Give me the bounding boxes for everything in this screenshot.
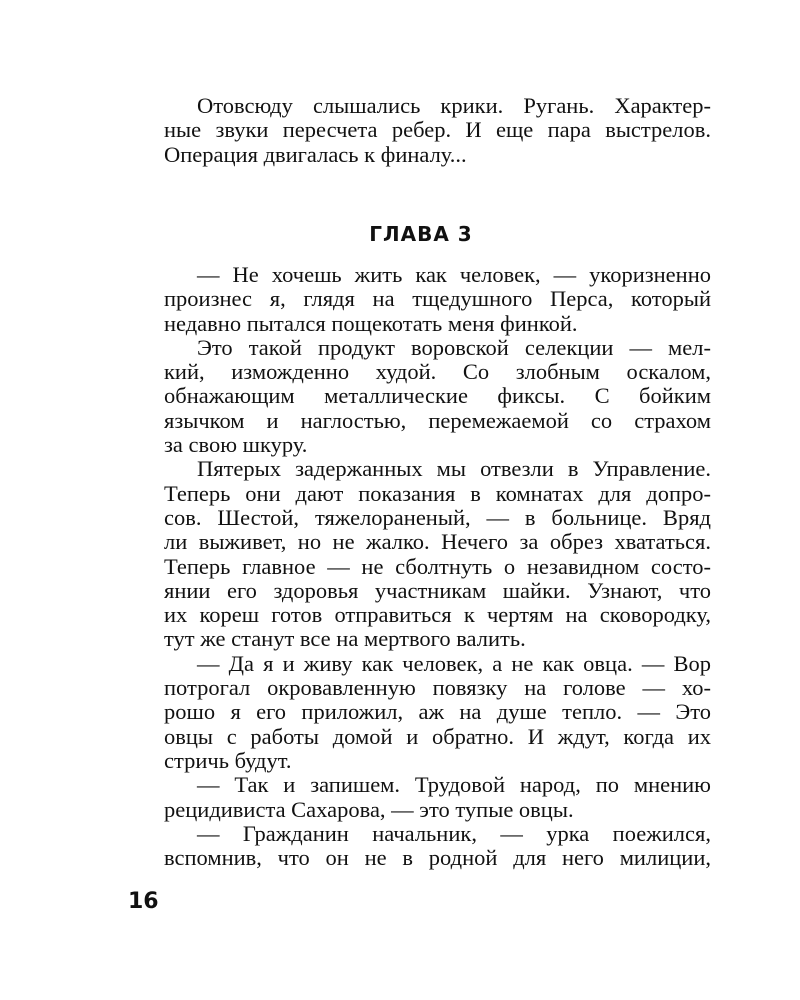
paragraph	[131, 336, 711, 457]
text-line: Отовсюду слышались крики. Ругань. Характер-	[197, 93, 711, 118]
text-line: кий, изможденно худой. Со злобным оскалом,	[164, 359, 711, 385]
text-line: ли выживет, но не жалко. Нечего за обрез хвататься.	[164, 529, 711, 555]
paragraph	[131, 457, 711, 651]
text-line: тут же станут все на мертвого валить.	[164, 626, 526, 652]
text-line: Теперь они дают показания в комнатах для допро-	[164, 480, 711, 506]
text-line: обнажающим металлические фиксы. С бойким	[164, 383, 711, 409]
paragraph	[131, 822, 711, 871]
text-line: — Так и запишем. Трудовой народ, по мнению	[197, 772, 711, 798]
text-line: Это такой продукт воровской селекции — мел-	[197, 334, 711, 360]
text-line: за свою шкуру.	[164, 432, 308, 458]
text-line: — Не хочешь жить как человек, — укоризненно	[197, 262, 711, 287]
chapter-title: ГЛАВА 3	[369, 222, 473, 246]
text-line: рошо я его приложил, аж на душе тепло. — Это	[164, 699, 711, 725]
text-line: недавно пытался пощекотать меня финкой.	[164, 310, 578, 336]
text-line: язычком и наглостью, перемежаемой со страхом	[164, 407, 711, 433]
text-line: рецидивиста Сахарова, — это тупые овцы.	[164, 796, 574, 822]
text-line: янии его здоровья участникам шайки. Узнают, что	[164, 577, 711, 603]
text-line: овцы с работы домой и обратно. И ждут, когда их	[164, 723, 711, 749]
text-line: стричь будут.	[164, 747, 292, 773]
paragraph	[131, 94, 711, 167]
text-block-top	[131, 94, 711, 167]
paragraph	[131, 652, 711, 773]
text-line: — Да я и живу как человек, а не как овца. — Вор	[197, 650, 711, 676]
text-line: Пятерых задержанных мы отвезли в Управление.	[197, 456, 711, 482]
paragraph	[131, 773, 711, 822]
text-line: Операция двигалась к финалу...	[164, 141, 467, 167]
text-line: Теперь главное — не сболтнуть о незавидном состо-	[164, 553, 711, 579]
text-line: потрогал окровавленную повязку на голове — хо-	[164, 675, 711, 701]
text-block-main	[131, 263, 711, 870]
text-line: ные звуки пересчета ребер. И еще пара выстрелов.	[164, 117, 711, 143]
text-line: вспомнив, что он не в родной для него милиции,	[164, 845, 711, 871]
text-line: сов. Шестой, тяжелораненый, — в больнице. Вряд	[164, 504, 711, 530]
text-line: произнес я, глядя на тщедушного Перса, который	[164, 286, 711, 312]
paragraph	[131, 263, 711, 336]
text-line: их кореш готов отправиться к чертям на сковородку,	[164, 602, 711, 628]
text-line: — Гражданин начальник, — урка поежился,	[197, 820, 711, 846]
page-number: 16	[128, 889, 159, 914]
